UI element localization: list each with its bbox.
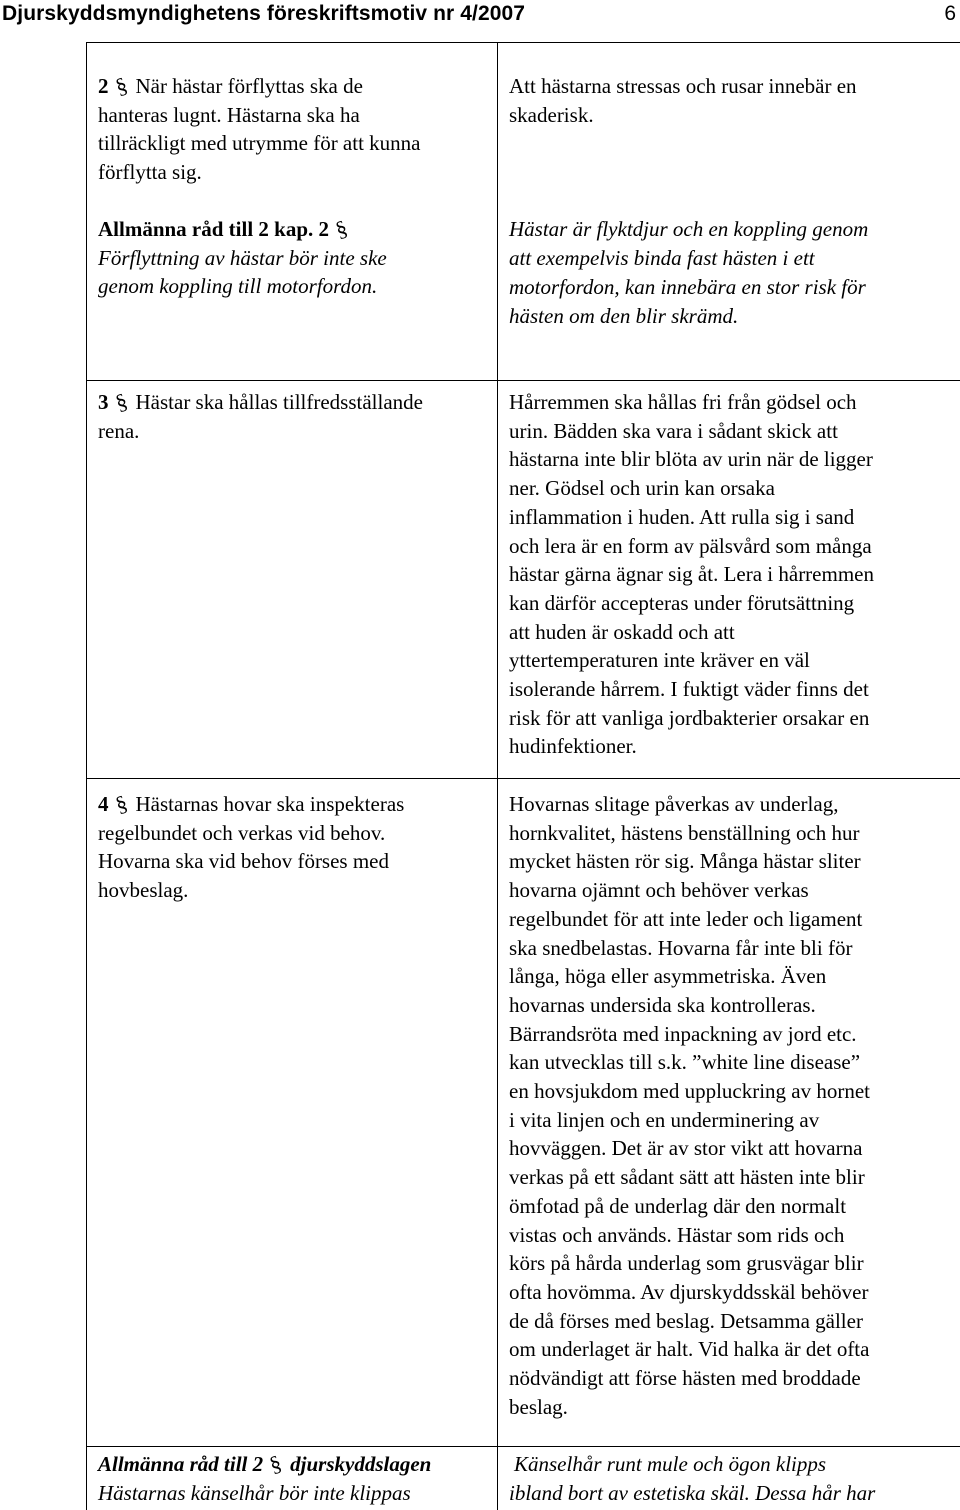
- provision-number: 3: [98, 390, 109, 414]
- general-advice-law: [98, 1450, 493, 1507]
- text-line: i vita linjen och en underminering av: [509, 1107, 820, 1132]
- text-line: ofta hovömma. Av djurskyddsskäl behöver: [509, 1279, 869, 1304]
- table-row-divider-1: [86, 380, 960, 381]
- text-line: Hårremmen ska hållas fri från gödsel och: [509, 390, 857, 414]
- advice-heading: Allmänna råd till 2 kap. 2: [98, 216, 330, 241]
- advice-line: Hästarnas känselhår bör inte klippas: [98, 1480, 411, 1505]
- comment-paragraph: [509, 72, 959, 129]
- provision-number: 4: [98, 792, 109, 816]
- text-line: vistas och används. Hästar som rids och: [509, 1222, 845, 1247]
- table-column-divider: [497, 42, 498, 1510]
- text-line: yttertemperaturen inte kräver en väl: [509, 648, 810, 673]
- text-line: ner. Gödsel och urin kan orsaka: [509, 476, 775, 501]
- text-line: hästen om den blir skrämd.: [509, 303, 739, 328]
- text-line: Hästarnas hovar ska inspekteras: [135, 792, 405, 816]
- text-line: hästar gärna ägnar sig åt. Lera i hårremmen: [509, 562, 874, 587]
- advice-heading: Allmänna råd till 2: [98, 1452, 264, 1476]
- text-line: hanteras lugnt. Hästarna ska ha: [98, 102, 360, 127]
- text-line: motorfordon, kan innebära en stor risk för: [509, 274, 866, 299]
- text-line: att exempelvis binda fast hästen i ett: [509, 246, 815, 271]
- text-line: skaderisk.: [509, 102, 594, 127]
- table-border-top: [86, 42, 960, 43]
- text-line: ibland bort av estetiska skäl. Dessa hår har: [509, 1480, 876, 1505]
- comment-italic-paragraph: [509, 1450, 959, 1507]
- text-line: Känselhår runt mule och ögon klipps: [514, 1452, 827, 1476]
- row1-left-cell: [98, 72, 493, 301]
- page-header: [0, 0, 960, 30]
- table-row-divider-3: [86, 1446, 960, 1447]
- text-line: hästarna inte blir blöta av urin när de ligger: [509, 447, 873, 472]
- row1-right-cell: [509, 72, 959, 330]
- comment-paragraph: [509, 790, 959, 1421]
- provision-number: 2: [98, 74, 109, 98]
- section-sign-icon: §: [111, 789, 130, 818]
- text-line: När hästar förflyttas ska de: [135, 74, 363, 98]
- text-line: långa, höga eller asymmetriska. Även: [509, 964, 827, 989]
- text-line: kan därför accepteras under förutsättning: [509, 590, 855, 615]
- comment-paragraph: [509, 388, 959, 761]
- text-line: kan utvecklas till s.k. ”white line disease”: [509, 1050, 861, 1075]
- comment-italic-paragraph: [509, 215, 959, 330]
- text-line: isolerande hårrem. I fuktigt väder finns det: [509, 677, 869, 702]
- text-line: urin. Bädden ska vara i sådant skick att: [509, 418, 838, 443]
- row3-left-cell: [98, 790, 493, 905]
- provision-2: [98, 72, 493, 187]
- text-line: att huden är oskadd och att: [509, 619, 735, 644]
- row3-right-cell: [509, 790, 959, 1421]
- text-line: mycket hästen rör sig. Många hästar sliter: [509, 849, 861, 874]
- provision-3: [98, 388, 493, 445]
- document-title: Djurskyddsmyndighetens föreskriftsmotiv nr 4/2007: [2, 2, 526, 25]
- row4-right-cell: [509, 1450, 959, 1507]
- text-line: hudinfektioner.: [509, 734, 637, 759]
- text-line: hovväggen. Det är av stor vikt att hovarna: [509, 1136, 863, 1161]
- text-line: Bärrandsröta med inpackning av jord etc.: [509, 1021, 857, 1046]
- text-line: inflammation i huden. Att rulla sig i sand: [509, 504, 855, 529]
- text-line: de då förses med beslag. Detsamma gäller: [509, 1308, 863, 1333]
- text-line: verkas på ett sådant sätt att hästen inte blir: [509, 1165, 865, 1190]
- advice-heading-tail: djurskyddslagen: [290, 1452, 432, 1476]
- text-line: hovarnas undersida ska kontrolleras.: [509, 992, 816, 1017]
- row2-right-cell: [509, 388, 959, 761]
- text-line: hovarna ojämnt och behöver verkas: [509, 878, 809, 903]
- text-line: om underlaget är halt. Vid halka är det ofta: [509, 1337, 870, 1362]
- row2-left-cell: [98, 388, 493, 445]
- text-line: Hovarna ska vid behov förses med: [98, 849, 390, 874]
- text-line: ska snedbelastas. Hovarna får inte bli för: [509, 935, 853, 960]
- text-line: ömfotad på de underlag där den normalt: [509, 1193, 847, 1218]
- text-line: nödvändigt att förse hästen med broddade: [509, 1366, 861, 1391]
- text-line: risk för att vanliga jordbakterier orsakar en: [509, 705, 870, 730]
- general-advice-2: [98, 215, 493, 301]
- section-sign-icon: §: [266, 1449, 285, 1478]
- text-line: regelbundet för att inte leder och ligament: [509, 906, 863, 931]
- page-number: 6: [944, 2, 956, 25]
- text-line: och lera är en form av pälsvård som många: [509, 533, 872, 558]
- text-line: Att hästarna stressas och rusar innebär en: [509, 74, 857, 98]
- table-border-left: [86, 42, 87, 1510]
- text-line: rena.: [98, 418, 140, 443]
- section-sign-icon: §: [332, 214, 351, 242]
- text-line: regelbundet och verkas vid behov.: [98, 820, 386, 845]
- text-line: beslag.: [509, 1394, 568, 1419]
- text-line: tillräckligt med utrymme för att kunna: [98, 131, 421, 156]
- text-line: Hästar ska hållas tillfredsställande: [135, 390, 423, 414]
- text-line: hovbeslag.: [98, 878, 189, 903]
- text-line: Hovarnas slitage påverkas av underlag,: [509, 792, 839, 816]
- section-sign-icon: §: [111, 71, 130, 100]
- text-line: hornkvalitet, hästens benställning och hur: [509, 820, 860, 845]
- advice-line: genom koppling till motorfordon.: [98, 274, 378, 299]
- text-line: Hästar är flyktdjur och en koppling genom: [509, 217, 869, 242]
- text-line: förflytta sig.: [98, 160, 202, 185]
- text-line: en hovsjukdom med uppluckring av hornet: [509, 1079, 871, 1104]
- text-line: körs på hårda underlag som grusvägar blir: [509, 1251, 864, 1276]
- section-sign-icon: §: [111, 387, 130, 416]
- provision-4: [98, 790, 493, 905]
- advice-line: Förflyttning av hästar bör inte ske: [98, 245, 387, 270]
- row4-left-cell: [98, 1450, 493, 1507]
- table-row-divider-2: [86, 778, 960, 779]
